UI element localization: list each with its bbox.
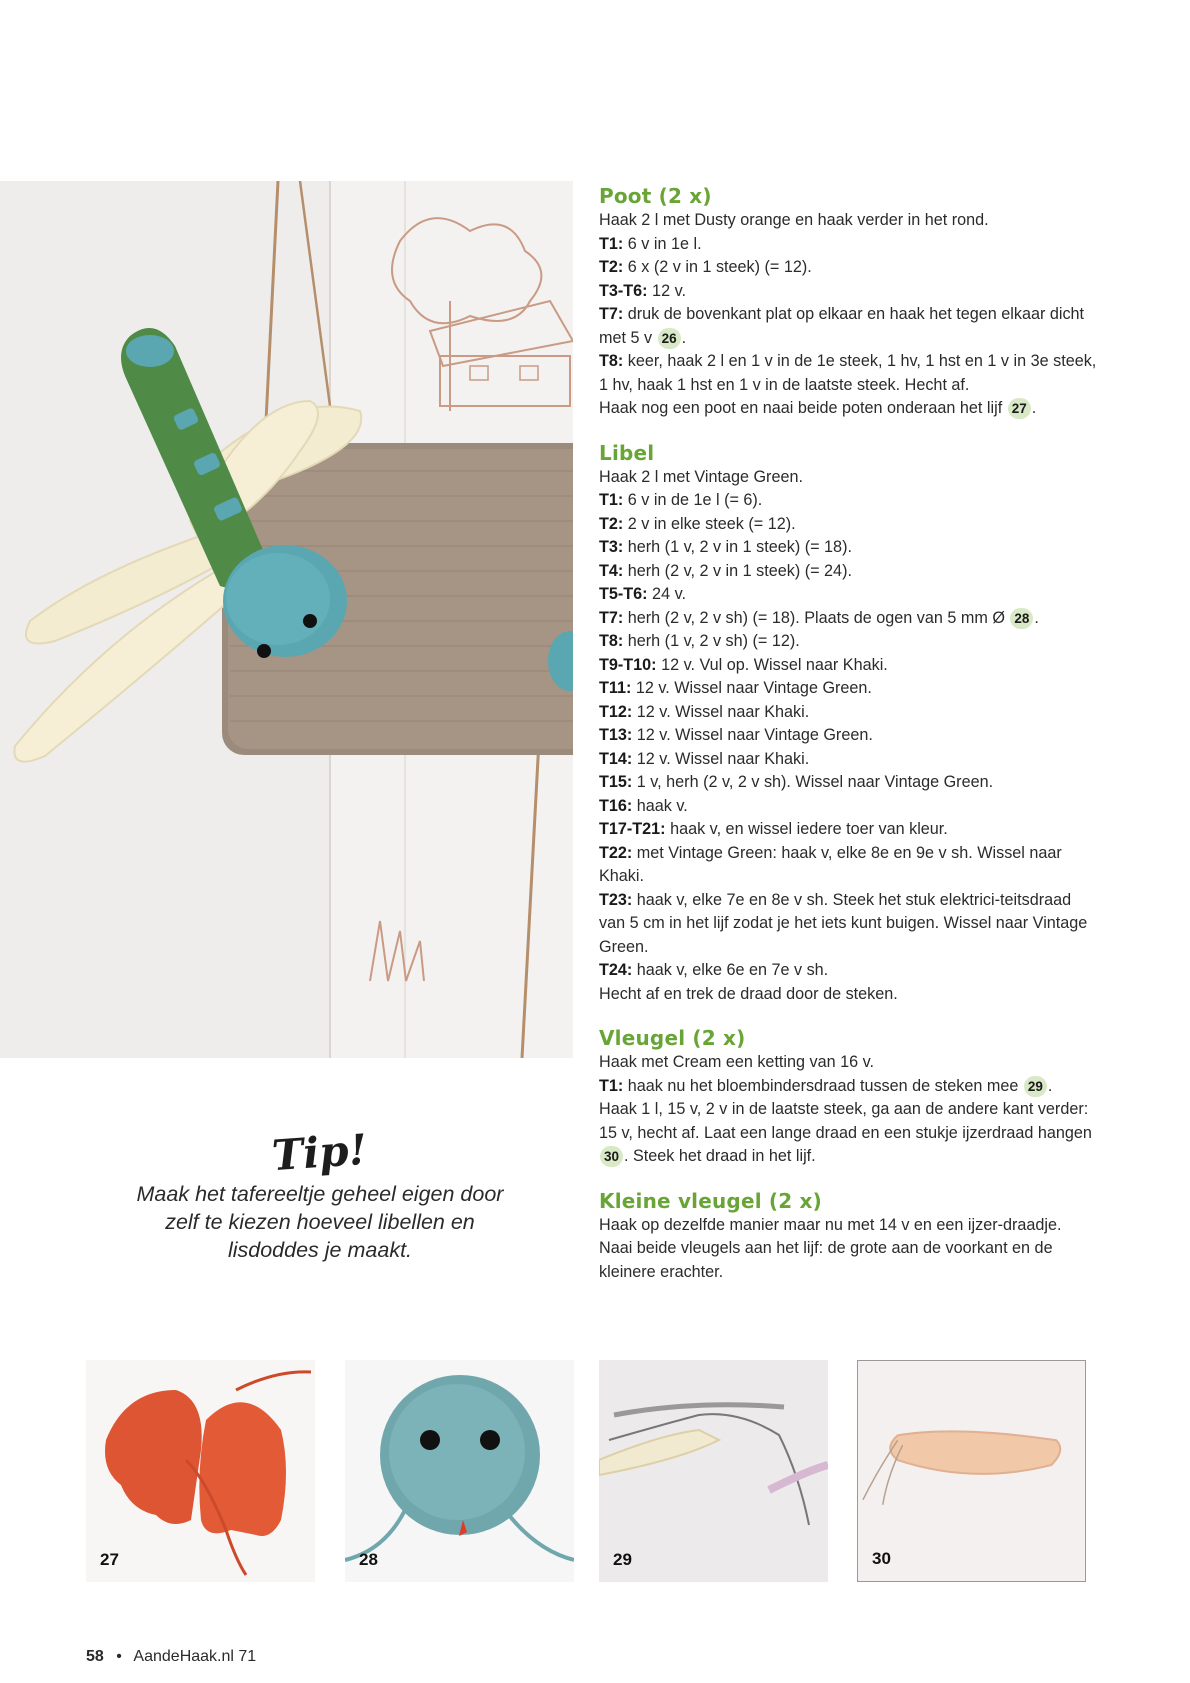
section-0 — [599, 184, 1099, 421]
section-title: Libel — [599, 440, 655, 465]
instruction-text: Haak 2 l met Dusty orange en haak verder in het rond. — [599, 211, 989, 229]
instruction-line — [599, 466, 1099, 490]
instruction-text: 12 v. Vul op. Wissel naar Khaki. — [656, 655, 888, 674]
instruction-text: 12 v. Wissel naar Vintage Green. — [631, 679, 872, 697]
instruction-text: Haak op dezelfde manier maar nu met 14 v en een ijzer-draadje. — [599, 1215, 1062, 1234]
instruction-line — [599, 607, 1099, 631]
round-label: T8: — [599, 352, 624, 370]
round-label: T14: — [599, 749, 633, 768]
round-label: T7: — [599, 608, 624, 627]
instruction-line — [599, 1051, 1099, 1075]
instruction-line — [599, 233, 1099, 257]
instruction-line — [599, 748, 1099, 772]
step-photo-head — [345, 1360, 574, 1582]
instruction-text: 1 v, herh (2 v, 2 v sh). Wissel naar Vintage Green. — [632, 773, 994, 791]
step-photo-wing-wire — [599, 1360, 828, 1582]
instruction-text: 24 v. — [647, 585, 686, 603]
step-photo-wing — [857, 1360, 1086, 1582]
round-label: T1: — [599, 1076, 624, 1095]
instruction-text-after: . — [1047, 1076, 1053, 1095]
instruction-line — [599, 889, 1099, 960]
round-label: T7: — [599, 305, 624, 323]
instruction-text: druk de bovenkant plat op elkaar en haak het tegen elkaar dicht met 5 v — [599, 305, 1085, 347]
instruction-line — [599, 536, 1099, 560]
instruction-text: Haak 2 l met Vintage Green. — [599, 467, 803, 486]
instruction-text: haak v, elke 6e en 7e v sh. — [632, 961, 829, 979]
instruction-text: herh (1 v, 2 v sh) (= 12). — [623, 632, 800, 650]
photo-ref-badge: 29 — [1024, 1076, 1047, 1097]
instruction-line — [599, 842, 1099, 889]
section-title: Poot (2 x) — [599, 184, 712, 208]
instruction-line — [599, 583, 1099, 607]
instruction-line — [599, 513, 1099, 537]
instruction-line — [599, 350, 1099, 397]
legs-illustration — [86, 1360, 315, 1582]
round-label: T3: — [599, 538, 624, 556]
instruction-line — [599, 654, 1099, 678]
round-label: T1: — [599, 491, 624, 509]
section-3 — [599, 1189, 1099, 1285]
round-label: T3-T6: — [599, 281, 648, 300]
instruction-text: haak v, en wissel iedere toer van kleur. — [665, 820, 948, 838]
instruction-line — [599, 256, 1099, 280]
instruction-line — [599, 771, 1099, 795]
step-number: 30 — [872, 1549, 891, 1568]
round-label: T12: — [599, 702, 633, 721]
instruction-line — [599, 280, 1099, 304]
instruction-text: 2 v in elke steek (= 12). — [623, 514, 796, 533]
instruction-line — [599, 1098, 1099, 1169]
round-label: T1: — [599, 234, 624, 253]
magazine-name: AandeHaak.nl 71 — [133, 1648, 257, 1665]
round-label: T4: — [599, 561, 624, 580]
instruction-text: Hecht af en trek de draad door de steken. — [599, 984, 898, 1003]
photo-ref-badge: 28 — [1010, 608, 1033, 629]
section-2 — [599, 1026, 1099, 1169]
instruction-line — [599, 489, 1099, 513]
instruction-line — [599, 818, 1099, 842]
instruction-text-after: . — [1031, 399, 1037, 417]
instruction-text: Haak nog een poot en naai beide poten onderaan het lijf — [599, 399, 1007, 417]
round-label: T22: — [599, 843, 633, 862]
round-label: T16: — [599, 796, 633, 815]
round-label: T23: — [599, 890, 633, 909]
instruction-text: 6 x (2 v in 1 steek) (= 12). — [623, 258, 812, 276]
instruction-line — [599, 959, 1099, 983]
instruction-line — [599, 209, 1099, 233]
instruction-text: herh (2 v, 2 v sh) (= 18). Plaats de ogen van 5 mm Ø — [623, 608, 1010, 627]
step-photo-legs — [86, 1360, 315, 1582]
page-footer — [86, 1648, 256, 1666]
instruction-text: Naai beide vleugels aan het lijf: de grote aan de voorkant en de kleinere erachter. — [599, 1239, 1053, 1281]
step-number: 27 — [100, 1550, 119, 1569]
instruction-line — [599, 1214, 1099, 1238]
instruction-line — [599, 724, 1099, 748]
round-label: T24: — [599, 961, 633, 979]
dragonfly-hero-photo — [0, 181, 573, 1058]
instruction-text: 12 v. Wissel naar Vintage Green. — [632, 726, 873, 744]
instruction-text: haak v. — [632, 796, 688, 815]
instruction-text: Haak met Cream een ketting van 16 v. — [599, 1053, 875, 1071]
instruction-text-after: . — [1034, 608, 1039, 627]
head-illustration — [345, 1360, 574, 1582]
round-label: T11: — [599, 679, 632, 697]
round-label: T5-T6: — [599, 585, 648, 603]
page-number: 58 — [86, 1648, 104, 1665]
instruction-line — [599, 1237, 1099, 1284]
instruction-line — [599, 560, 1099, 584]
wing-wire-illustration — [599, 1360, 828, 1582]
instruction-text: met Vintage Green: haak v, elke 8e en 9e v sh. Wissel naar Khaki. — [599, 843, 1062, 885]
pattern-instructions — [599, 184, 1099, 1304]
round-label: T2: — [599, 514, 624, 533]
instruction-line — [599, 1075, 1099, 1099]
tip-title: Tip! — [270, 1124, 370, 1181]
instruction-line — [599, 983, 1099, 1007]
instruction-text: keer, haak 2 l en 1 v in de 1e steek, 1 hv, 1 hst en 1 v in 3e steek, 1 hv, haak 1 hst en 1 v in de laatste steek. Hecht af. — [599, 352, 1097, 394]
instruction-line — [599, 630, 1099, 654]
instruction-text: 12 v. Wissel naar Khaki. — [632, 702, 810, 721]
round-label: T17-T21: — [599, 820, 666, 838]
tip-box — [120, 1124, 520, 1264]
round-label: T13: — [599, 726, 633, 744]
step-number: 28 — [359, 1550, 378, 1569]
section-title: Kleine vleugel (2 x) — [599, 1188, 822, 1213]
section-1 — [599, 441, 1099, 1007]
instruction-line — [599, 795, 1099, 819]
instruction-text-after: . Steek het draad in het lijf. — [624, 1147, 816, 1165]
footer-separator: • — [116, 1648, 122, 1665]
instruction-text: haak nu het bloembindersdraad tussen de steken mee — [623, 1076, 1023, 1095]
instruction-line — [599, 303, 1099, 350]
instruction-text-after: . — [681, 328, 687, 347]
instruction-text: 6 v in de 1e l (= 6). — [623, 491, 763, 509]
instruction-line — [599, 677, 1099, 701]
instruction-line — [599, 397, 1099, 421]
instruction-text: haak v, elke 7e en 8e v sh. Steek het stuk elektrici-teitsdraad van 5 cm in het lijf zodat je het iets kunt buigen. Wissel naar Vintage Green. — [599, 890, 1088, 956]
instruction-text: Haak 1 l, 15 v, 2 v in de laatste steek, ga aan de andere kant verder: 15 v, hecht af. Laat een lange draad en een stukje ijzerdraad hangen — [599, 1100, 1092, 1142]
photo-ref-badge: 27 — [1008, 398, 1031, 419]
instruction-text: herh (2 v, 2 v in 1 steek) (= 24). — [623, 561, 852, 580]
instruction-text: 6 v in 1e l. — [623, 234, 702, 253]
section-title: Vleugel (2 x) — [599, 1026, 746, 1050]
instruction-text: 12 v. Wissel naar Khaki. — [632, 749, 810, 768]
photo-ref-badge: 30 — [600, 1146, 623, 1167]
wing-illustration — [858, 1361, 1085, 1581]
round-label: T9-T10: — [599, 655, 657, 674]
round-label: T8: — [599, 632, 624, 650]
hero-illustration — [0, 181, 573, 1058]
round-label: T2: — [599, 258, 624, 276]
instruction-line — [599, 701, 1099, 725]
instruction-text: 12 v. — [647, 281, 686, 300]
step-number: 29 — [613, 1550, 632, 1569]
instruction-text: herh (1 v, 2 v in 1 steek) (= 18). — [623, 538, 852, 556]
round-label: T15: — [599, 773, 633, 791]
tip-text: Maak het tafereeltje geheel eigen door zelf te kiezen hoeveel libellen en lisdoddes je maakt. — [136, 1182, 504, 1262]
photo-ref-badge: 26 — [658, 328, 681, 349]
